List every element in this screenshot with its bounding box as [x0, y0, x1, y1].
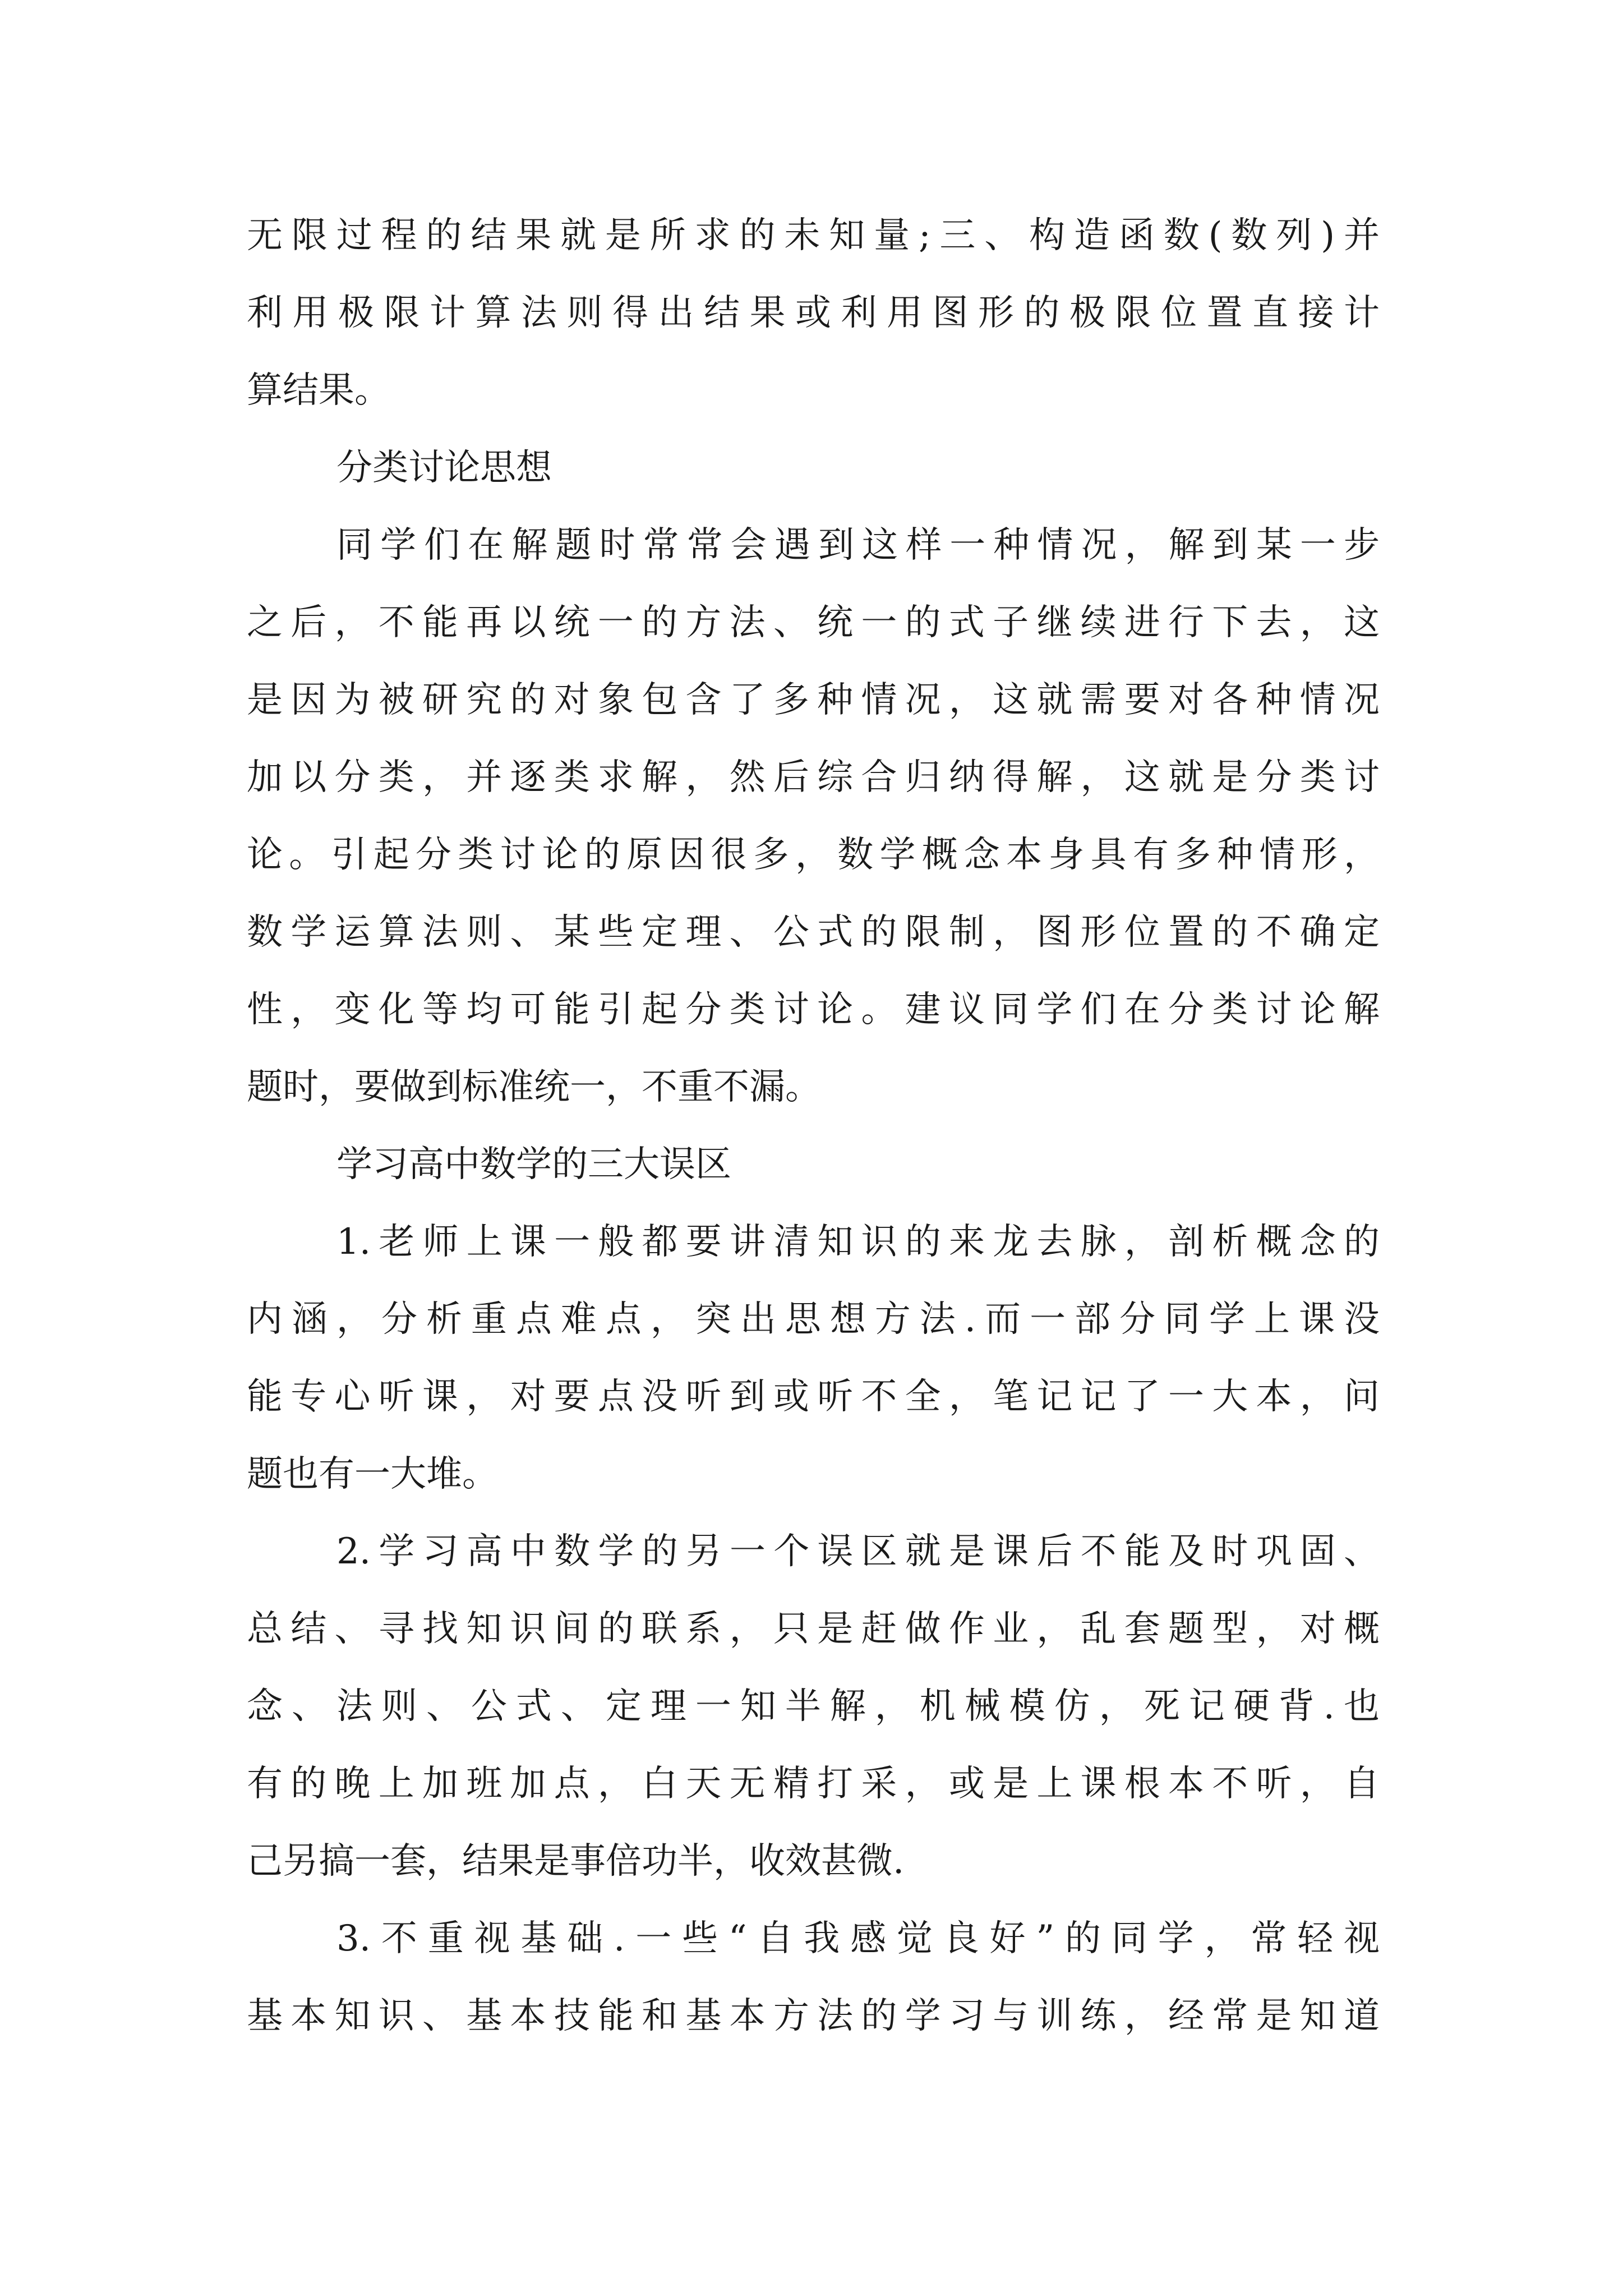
text-line-17: 题也有一大堆。 [247, 1453, 498, 1495]
text-line-14: 1.老师上课一般都要讲清知识的来龙去脉，剖析概念的 [336, 1221, 1380, 1263]
text-line-12: 题时，要做到标准统一，不重不漏。 [247, 1066, 821, 1108]
text-line-23: 3.不重视基础.一些“自我感觉良好”的同学，常轻视 [336, 1918, 1380, 1959]
text-line-20: 念、法则、公式、定理一知半解，机械模仿，死记硬背.也 [247, 1686, 1380, 1727]
text-line-5: 同学们在解题时常常会遇到这样一种情况，解到某一步 [336, 524, 1380, 566]
text-line-2: 利用极限计算法则得出结果或利用图形的极限位置直接计 [247, 292, 1380, 334]
text-line-18: 2.学习高中数学的另一个误区就是课后不能及时巩固、 [336, 1531, 1380, 1572]
text-line-11: 性，变化等均可能引起分类讨论。建议同学们在分类讨论解 [247, 989, 1380, 1030]
text-line-21: 有的晚上加班加点，白天无精打采，或是上课根本不听，自 [247, 1763, 1380, 1805]
text-line-3: 算结果。 [247, 370, 390, 411]
text-line-24: 基本知识、基本技能和基本方法的学习与训练，经常是知道 [247, 1995, 1380, 2037]
text-line-22: 己另搞一套，结果是事倍功半，收效甚微. [247, 1841, 905, 1882]
section-heading-classification: 分类讨论思想 [336, 447, 552, 489]
text-line-6: 之后，不能再以统一的方法、统一的式子继续进行下去，这 [247, 602, 1380, 643]
text-line-1: 无限过程的结果就是所求的未知量;三、构造函数(数列)并 [247, 215, 1380, 256]
text-line-9: 论。引起分类讨论的原因很多，数学概念本身具有多种情形， [247, 834, 1380, 876]
text-line-7: 是因为被研究的对象包含了多种情况，这就需要对各种情况 [247, 679, 1380, 721]
text-line-15: 内涵，分析重点难点，突出思想方法.而一部分同学上课没 [247, 1299, 1380, 1340]
text-line-16: 能专心听课，对要点没听到或听不全，笔记记了一大本，问 [247, 1376, 1380, 1418]
text-line-8: 加以分类，并逐类求解，然后综合归纳得解，这就是分类讨 [247, 757, 1380, 798]
text-line-10: 数学运算法则、某些定理、公式的限制，图形位置的不确定 [247, 912, 1380, 953]
text-line-19: 总结、寻找知识间的联系，只是赶做作业，乱套题型，对概 [247, 1608, 1380, 1650]
section-heading-misconceptions: 学习高中数学的三大误区 [336, 1144, 731, 1185]
